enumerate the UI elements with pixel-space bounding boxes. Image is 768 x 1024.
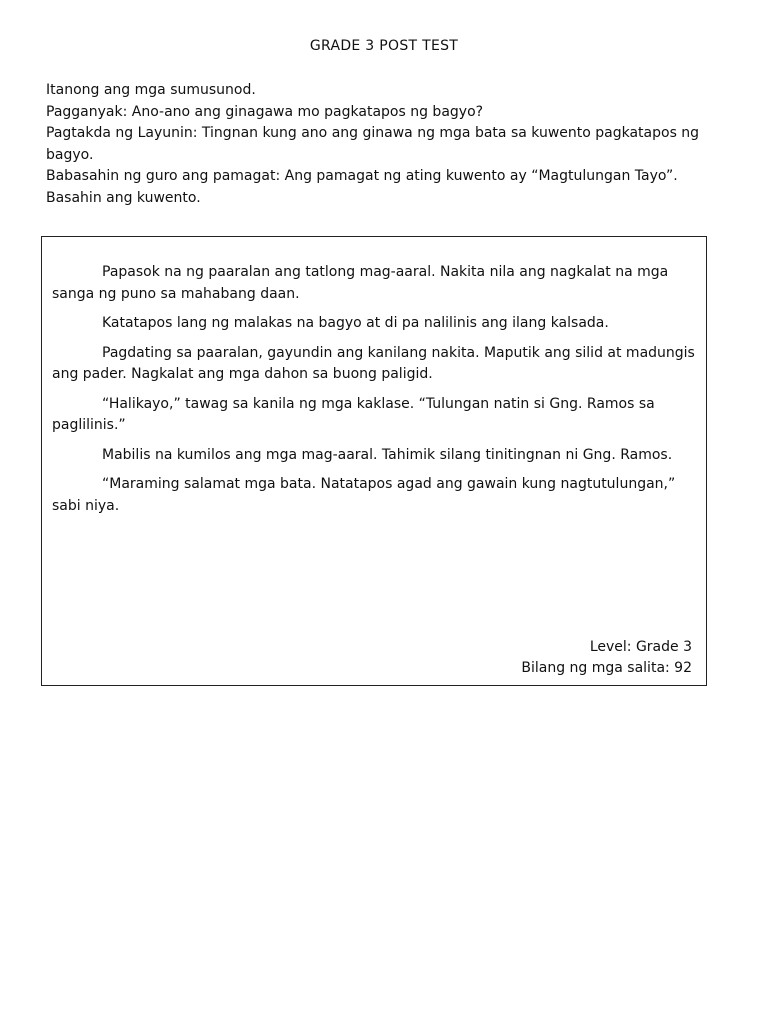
story-footer [521, 637, 692, 679]
story-paragraph: Katatapos lang ng malakas na bagyo at di pa nalilinis ang ilang kalsada. [102, 315, 609, 331]
story-paragraph: “Maraming salamat mga bata. Natatapos agad ang gawain kung nagtutulungan,” sabi niya. [52, 476, 676, 514]
instructions [46, 80, 726, 209]
story-paragraph: Pagdating sa paaralan, gayundin ang kanilang nakita. Maputik ang silid at madungis ang pader. Nagkalat ang mga dahon sa buong paligid. [52, 344, 695, 382]
level-label: Level: Grade 3 [589, 639, 692, 655]
story-paragraph: “Halikayo,” tawag sa kanila ng mga kaklase. “Tulungan natin si Gng. Ramos sa paglilinis.” [52, 395, 655, 433]
instruction-line: Basahin ang kuwento. [46, 189, 201, 206]
instruction-line: Pagganyak: Ano-ano ang ginagawa mo pagkatapos ng bagyo? [46, 103, 484, 120]
instruction-line: Babasahin ng guro ang pamagat: Ang pamagat ng ating kuwento ay “Magtulungan Tayo”. [46, 168, 678, 184]
instruction-line: Pagtakda ng Layunin: Tingnan kung ano ang ginawa ng mga bata sa kuwento pagkatapos ng bagyo. [46, 125, 700, 163]
page-title: GRADE 3 POST TEST [309, 38, 459, 54]
story-paragraph: Mabilis na kumilos ang mga mag-aaral. Tahimik silang tinitingnan ni Gng. Ramos. [102, 446, 673, 463]
instruction-line: Itanong ang mga sumusunod. [46, 82, 256, 98]
story-box [41, 236, 707, 686]
word-count-label: Bilang ng mga salita: 92 [521, 660, 692, 676]
story-paragraph: Papasok na ng paaralan ang tatlong mag-aaral. Nakita nila ang nagkalat na mga sanga ng puno sa mahabang daan. [52, 264, 669, 302]
story-text [52, 262, 702, 525]
